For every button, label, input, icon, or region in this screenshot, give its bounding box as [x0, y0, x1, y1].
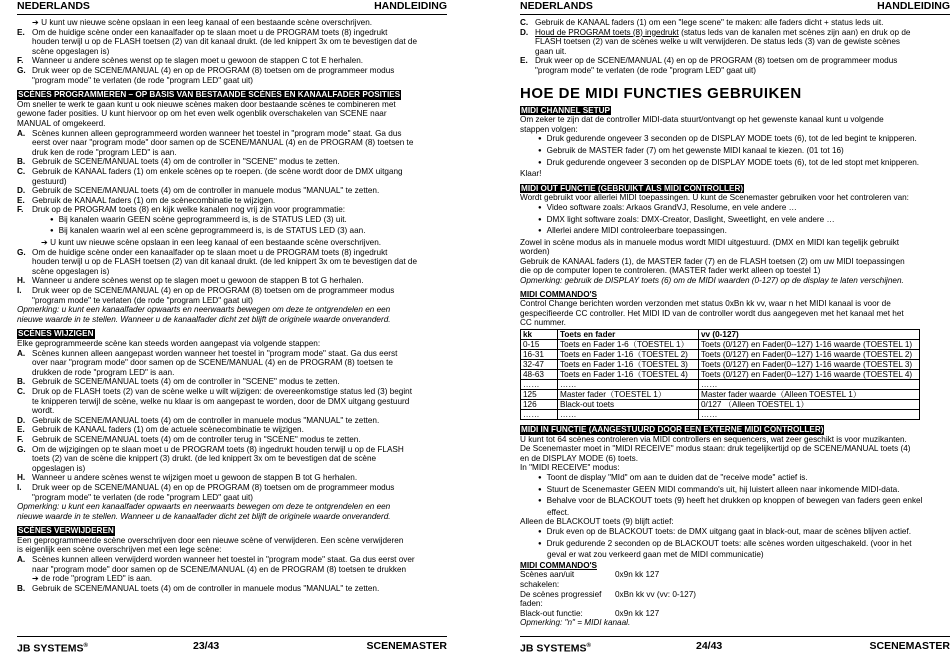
section-title-programmeren: SCÈNES PROGRAMMEREN – OP BASIS VAN BESTAANDE SCÈNES EN KANAALFADER POSITIES — [18, 90, 401, 100]
table-row: …… …… …… — [521, 410, 920, 420]
left-page-header — [17, 0, 447, 15]
header-language: NEDERLANDS — [520, 0, 593, 12]
footer-product: SCENEMASTER — [869, 640, 950, 652]
right-page — [520, 0, 950, 654]
table-row: 48-63 Toets en Fader 1-16（TOESTEL 4) Toets (0/127) en Fader(0--127) 1-16 waarde (TOESTEL 4) — [521, 370, 920, 380]
table-row: 32-47 Toets en Fader 1-16（TOESTEL 3) Toets (0/127) en Fader(0--127) 1-16 waarde (TOESTEL 3) — [521, 360, 920, 370]
footer-product: SCENEMASTER — [366, 640, 447, 652]
header-title: HANDLEIDING — [374, 0, 447, 12]
bullet-item: ● Behalve voor de BLACKOUT toets (9) heeft het drukken op knoppen of bewegen van faders geen enkel — [520, 496, 950, 508]
step-e: Om de huidige scène onder een kanaalfader op te slaan moet u de PROGRAM toets (8) ingedrukt — [32, 27, 388, 37]
section-title-midi-out: MIDI OUT FUNCTIE (GEBRUIKT ALS MIDI CONTROLLER) — [521, 183, 744, 193]
note: Opmerking: "n" = MIDI kanaal. — [520, 618, 631, 628]
header-title: HANDLEIDING — [877, 0, 950, 12]
table-row: 0-15 Toets en Fader 1-6（TOESTEL 1） Toets (0/127) en Fader(0--127) 1-16 waarde (TOESTEL 1) — [521, 340, 920, 350]
table-row: …… …… …… — [521, 380, 920, 390]
footer-brand: JB SYSTEMS® — [17, 642, 88, 655]
header-language: NEDERLANDS — [17, 0, 90, 12]
section-title-midi-in: MIDI IN FUNCTIE (AANGESTUURD DOOR EEN EXTERNE MIDI CONTROLLER) — [521, 425, 824, 435]
bullet-item: ● Druk gedurende ongeveer 3 seconden op de DISPLAY MODE toets (6), tot de led begint te knipperen. — [520, 134, 950, 146]
note: Opmerking: u kunt een kanaalfader opwaarts en neerwaarts bewegen om deze te ontgrendelen en een — [17, 502, 391, 512]
chapter-title: HOE DE MIDI FUNCTIES GEBRUIKEN — [520, 84, 802, 102]
bullet-item: ● Bij kanalen waarin GEEN scène geprogrammeerd is, is de STATUS LED (3) uit. — [17, 215, 447, 227]
command-row: Black-out functie: 0x9n kk 127 — [520, 608, 660, 618]
table-header-row: kk Toets en fader vv (0-127) — [521, 330, 920, 340]
section-title-wijzigen: SCÈNES WIJZIGEN — [18, 329, 94, 339]
section-title-midi-commands: MIDI COMMANDO'S — [520, 289, 597, 299]
left-page — [17, 0, 447, 654]
left-page-body: ➔ U kunt uw nieuwe scène opslaan in een leeg kanaal of een bestaande scène overschrijven. E. Om de huidige scène onder een kanaalfader op te slaan moet u de PROGRAM toets (8) ingedrukt houden terwijl u op de FLASH toetsen (2) van dit kanaal drukt. (de led knippert 3x om te bevestigen dat de scène opgeslagen is) F. Wanneer u andere scènes wenst op te slagen moet u gewoon de stappen C tot E herhalen. G. Druk weer op de SCENE/MANUAL (4) en op de PROGRAM (8) toetsen om de programmeer modus "program mode" te verlaten (de rode "program LED" gaat uit) SCÈNES PROGRAMMEREN – OP BASIS VAN BESTAANDE SCÈNES EN KANAALFADER POSITIES Om sneller te werk te gaan kunt u ook nieuwe scènes maken door bestaande scènes te combineren met gewone fader posities. U kunt hiervoor op om het even welk ogenblik overschakelen van SCENE naar MANUAL of omgekeerd. A. Scènes kunnen alleen geprogrammeerd worden wanneer het toestel in "program mode" staat. Ga dus eerst over naar "program mode" door samen op de SCENE/MANUAL (4) en de PROGRAM (8) toetsen te druk ken de rode "program LED" is aan. B. Gebruik de SCENE/MANUAL toets (4) om de controller in "SCENE" modus te zetten. C. Gebruik de KANAAL faders (1) om enkele scènes op te roepen. (de scène wordt door de DMX uitgang gestuurd) D. Gebruik de SCENE/MANUAL toets (4) om de controller in manuele modus "MANUAL" te zetten. E. Gebruik de KANAAL faders (1) om de scènecombinatie te wijzigen. F. Druk op de PROGRAM toets (8) en kijk welke kanalen nog vrij zijn voor programmatie: ● Bij kanalen waarin GEEN scène geprogrammeerd is, is de STATUS LED (3) uit. ● Bij kanalen waarin wel al een scène geprogrammeerd is, is de STATUS LED (3) aan. ➔ U kunt uw nieuwe scène opslaan in een leeg kanaal of een bestaande scène overschrijven. G. Om de huidige scène onder een kanaalfader op te slaan moet u de PROGRAM toets (8) ingedrukt houden terwijl u op de FLASH toetsen (2) van dit kanaal drukt. (de led knippert 3x om te bevestigen dat de scène opgeslagen is) H. Wanneer u andere scènes wenst op te slagen moet u gewoon de stappen B tot G herhalen. I. Druk weer op de SCENE/MANUAL (4) en op de PROGRAM (8) toetsen om de programmeer modus "program mode" te verlaten (de rode "program LED" gaat uit) Opmerking: u kunt een kanaalfader opwaarts en neerwaarts bewegen om deze te ontgrendelen en een nieuwe waarde in te stellen. Wanneer u de kanaalfader dicht zet blijft de originele waarde onveranderd. SCÈNES WIJZIGEN Elke geprogrammeerde scène kan steeds worden aangepast via volgende stappen: A. Scènes kunnen alleen aangepast worden wanneer het toestel in "program mode" staat. Ga dus eerst over naar "program mode" door samen op de SCENE/MANUAL (4) en de PROGRAM (8) toetsen te drukken de rode "program LED" is aan. B. Gebruik de SCENE/MANUAL toets (4) om de controller in "SCENE" modus te zetten. C. Druk op de FLASH toets (2) van de scène welke u wilt wijzigen: de overeenkomstige status led (3) begint te knipperen terwijl de scène, welke nu klaar is om aangepast te worden, door de DMX uitgang gestuurd wordt. D. Gebruik de SCENE/MANUAL toets (4) om de controller in manuele modus "MANUAL" te zetten. E. Gebruik de KANAAL faders (1) om de actuele scènecombinatie te wijzigen. F. Gebruik de SCENE/MANUAL toets (4) om de controller terug in "SCENE" modus te zetten. G. Om de wijzigingen op te slaan moet u de PROGRAM toets (8) ingedrukt houden terwijl u op de FLASH toets (2) van de scène die knippert (3) drukt. (de led knippert 3x om te bevestigen dat de scène opgeslagen is) H. Wanneer u andere scènes wenst te wijzigen moet u gewoon de stappen B tot G herhalen. I. Druk weer op de SCENE/MANUAL (4) en op de PROGRAM (8) toetsen om de programmeer modus "program mode" te verlaten (de rode "program LED" gaat uit) Opmerking: u kunt een kanaalfader opwaarts en neerwaarts bewegen om deze te ontgrendelen en een nieuwe waarde in te stellen. Wanneer u de kanaalfader dicht zet blijft de originele waarde onveranderd. SCÈNES VERWIJDEREN Een geprogrammeerde scène overschrijven door een nieuwe scène of verwijderen. Een scène verwijderen is eigenlijk een scène overschrijven met een lege scène: A. Scènes kunnen alleen verwijderd worden wanneer het toestel in "program mode" staat. Ga dus eerst over naar "program mode" door samen op de SCENE/MANUAL (4) en de PROGRAM (8) toetsen te drukken ➔ de rode "program LED" is aan. B. Gebruik de SCENE/MANUAL toets (4) om de controller in manuele modus "MANUAL" te zetten. — [17, 18, 447, 593]
right-page-footer — [520, 636, 950, 655]
note: Opmerking: u kunt een kanaalfader opwaarts en neerwaarts bewegen om deze te ontgrendelen en een — [17, 305, 391, 315]
left-page-footer — [17, 636, 447, 655]
right-page-header — [520, 0, 950, 15]
footer-brand: JB SYSTEMS® — [520, 642, 591, 655]
bullet-item: ● Druk even op de BLACKOUT toets: de DMX uitgang gaat in black-out, maar de scènes blijven actief. — [520, 527, 950, 539]
bullet-item: ● Toont de display "MId" om aan te duiden dat de "receive mode" actief is. — [520, 473, 950, 485]
table-row: 126 Black-out toets 0/127 （Alleen TOESTEL 1） — [521, 400, 920, 410]
note: Opmerking: gebruik de DISPLAY toets (6) om de MIDI waarden (0-127) op de display te laten verschijnen. — [520, 276, 904, 286]
command-row: De scènes progressief faden: 0xBn kk vv (vv: 0-127) — [520, 589, 696, 609]
bullet-item: ● Druk gedurende 2 seconden op de BLACKOUT toets: alle scènes worden uitgeschakeld. (voor in het — [520, 539, 950, 551]
bullet-item: ● Gebruik de MASTER fader (7) om het gewenste MIDI kanaal te kiezen. (01 tot 16) — [520, 146, 950, 158]
command-row: Scènes aan/uit schakelen: 0x9n kk 127 — [520, 570, 660, 589]
step-f: Wanneer u andere scènes wenst op te slagen moet u gewoon de stappen C tot E herhalen. — [32, 56, 364, 66]
bullet-item: ● Bij kanalen waarin wel al een scène geprogrammeerd is, is de STATUS LED (3) aan. — [17, 226, 447, 238]
page-number: 23/43 — [193, 640, 220, 652]
section-title-midi-channel: MIDI CHANNEL SETUP — [521, 105, 611, 115]
table-row: 16-31 Toets en Fader 1-16（TOESTEL 2) Toets (0/127) en Fader(0--127) 1-16 waarde (TOESTEL 2) — [521, 350, 920, 360]
table-row: 125 Master fader（TOESTEL 1） Master fader waarde（Alleen TOESTEL 1） — [521, 390, 920, 400]
midi-cc-table — [520, 329, 920, 420]
bullet-item: ● Stuurt de Scenemaster GEEN MIDI commando's uit, hij luistert alleen naar inkomende MIDI-data. — [520, 485, 950, 497]
bullet-item: ● Video software zoals: Arkaos GrandVJ, Resolume, en vele andere … — [520, 203, 950, 215]
bullet-item: ● DMX light software zoals: DMX-Creator, Daslight, Sweetlight, en vele andere … — [520, 215, 950, 227]
arrow-note: ➔ U kunt uw nieuwe scène opslaan in een leeg kanaal of een bestaande scène overschrijven. — [32, 18, 373, 27]
bullet-item: ● Allerlei andere MIDI controleerbare toepassingen. — [520, 226, 950, 238]
section-title-midi-commands-2: MIDI COMMANDO'S — [520, 560, 597, 570]
right-page-body: C. Gebruik de KANAAL faders (1) om een "lege scene" te maken: alle faders dicht + status leds uit. D. Houd de PROGRAM toets (8) ingedrukt (status leds van de kanalen met scènes zijn aan) en druk op de FLASH toetsen (2) van de scènes welke u wilt verwijderen. De status leds (3) van de gewiste scènes gaan uit. E. Druk weer op de SCENE/MANUAL (4) en op de PROGRAM (8) toetsen om de programmeer modus "program mode" te verlaten (de rode "program LED" gaat uit) HOE DE MIDI FUNCTIES GEBRUIKEN MIDI CHANNEL SETUP Om zeker te zijn dat de controller MIDI-data stuurt/ontvangt op het gewenste kanaal kunt u volgende stappen volgen: ● Druk gedurende ongeveer 3 seconden op de DISPLAY MODE toets (6), tot de led begint te knipperen. ● Gebruik de MASTER fader (7) om het gewenste MIDI kanaal te kiezen. (01 tot 16) ● Druk gedurende ongeveer 3 seconden op de DISPLAY MODE toets (6), tot de led stopt met knipperen. Klaar! MIDI OUT FUNCTIE (GEBRUIKT ALS MIDI CONTROLLER) Wordt gebruikt voor allerlei MIDI toepassingen. U kunt de Scenemaster gebruiken voor het controleren van: ● Video software zoals: Arkaos GrandVJ, Resolume, en vele andere … ● DMX light software zoals: DMX-Creator, Daslight, Sweetlight, en vele andere … ● Allerlei andere MIDI controleerbare toepassingen. Zowel in scène modus als in manuele modus wordt MIDI uitgestuurd. (DMX en MIDI kan tegelijk gebruikt worden) Gebruik de KANAAL faders (1), de MASTER fader (7) en de FLASH toetsen (2) om uw MIDI toepassingen die op de computer lopen te controleren. (MASTER fader werkt alleen op toestel 1) Opmerking: gebruik de DISPLAY toets (6) om de MIDI waarden (0-127) op de display te laten verschijnen. MIDI COMMANDO'S Control Change berichten worden verzonden met status 0xBn kk vv, waar n het MIDI kanaal is voor de gespecifieerde CC controller. Het MIDI ID van de controller wordt dus aangegeven met het kanaal met het CC nummer. kk Toets en fader vv (0-127) 0-15 Toets en Fader 1-6（TOESTEL 1） Toets (0/127) en Fader(0--127) 1-16 waarde (TOESTEL 1) 16-31 Toets en Fader 1-16（TOESTEL 2) Toets (0/127) en Fader(0--127) 1-16 waarde (TOESTEL 2) 32-47 Toets en Fader 1-16（TOESTEL 3) Toets (0/127) en Fader(0--127) 1-16 waarde (TOESTEL 3) 48-63 Toets en Fader 1-16（TOESTEL 4) Toets (0/127) en Fader(0--127) 1-16 waarde (TOESTEL 4) …… …… …… 125 Master fader（TOESTEL 1） Master fader waarde（Alleen TOESTEL 1） 126 Black-out toets 0/127 （Alleen TOESTEL 1） …… …… …… MIDI IN FUNCTIE (AANGESTUURD DOOR EEN EXTERNE MIDI CONTROLLER) U kunt tot 64 scènes controleren via MIDI controllers en sequencers, wat zeer geschikt is voor muzikanten. De Scenemaster moet in "MIDI RECEIVE" modus staan: druk tegelijkertijd op de SCENE/MANUAL toets (4) en de DISPLAY MODE (6) toets. In "MIDI RECEIVE" modus: ● Toont de display "MId" om aan te duiden dat de "receive mode" actief is. ● Stuurt de Scenemaster GEEN MIDI commando's uit, hij luistert alleen naar inkomende MIDI-data. ● Behalve voor de BLACKOUT toets (9) heeft het drukken op knoppen of bewegen van faders geen enkel effect. Alleen de BLACKOUT toets (9) blijft actief: ● Druk even op de BLACKOUT toets: de DMX uitgang gaat in black-out, maar de scènes blijven actief. ● Druk gedurende 2 seconden op de BLACKOUT toets: alle scènes worden uitgeschakeld. (voor in het geval er wat zou verkeerd gaan met de MIDI communicatie) MIDI COMMANDO'S Scènes aan/uit schakelen: 0x9n kk 127 De scènes progressief faden: 0xBn kk vv (vv: 0-127) Black-out functie: 0x9n kk 127 Opmerking: "n" = MIDI kanaal. — [520, 18, 950, 628]
section-title-verwijderen: SCÈNES VERWIJDEREN — [18, 526, 114, 536]
page-number: 24/43 — [696, 640, 723, 652]
step-g: Druk weer op de SCENE/MANUAL (4) en op de PROGRAM (8) toetsen om de programmeer modus — [32, 65, 395, 75]
bullet-item: ● Druk gedurende ongeveer 3 seconden op de DISPLAY MODE toets (6), tot de led stopt met knipperen. — [520, 158, 950, 170]
